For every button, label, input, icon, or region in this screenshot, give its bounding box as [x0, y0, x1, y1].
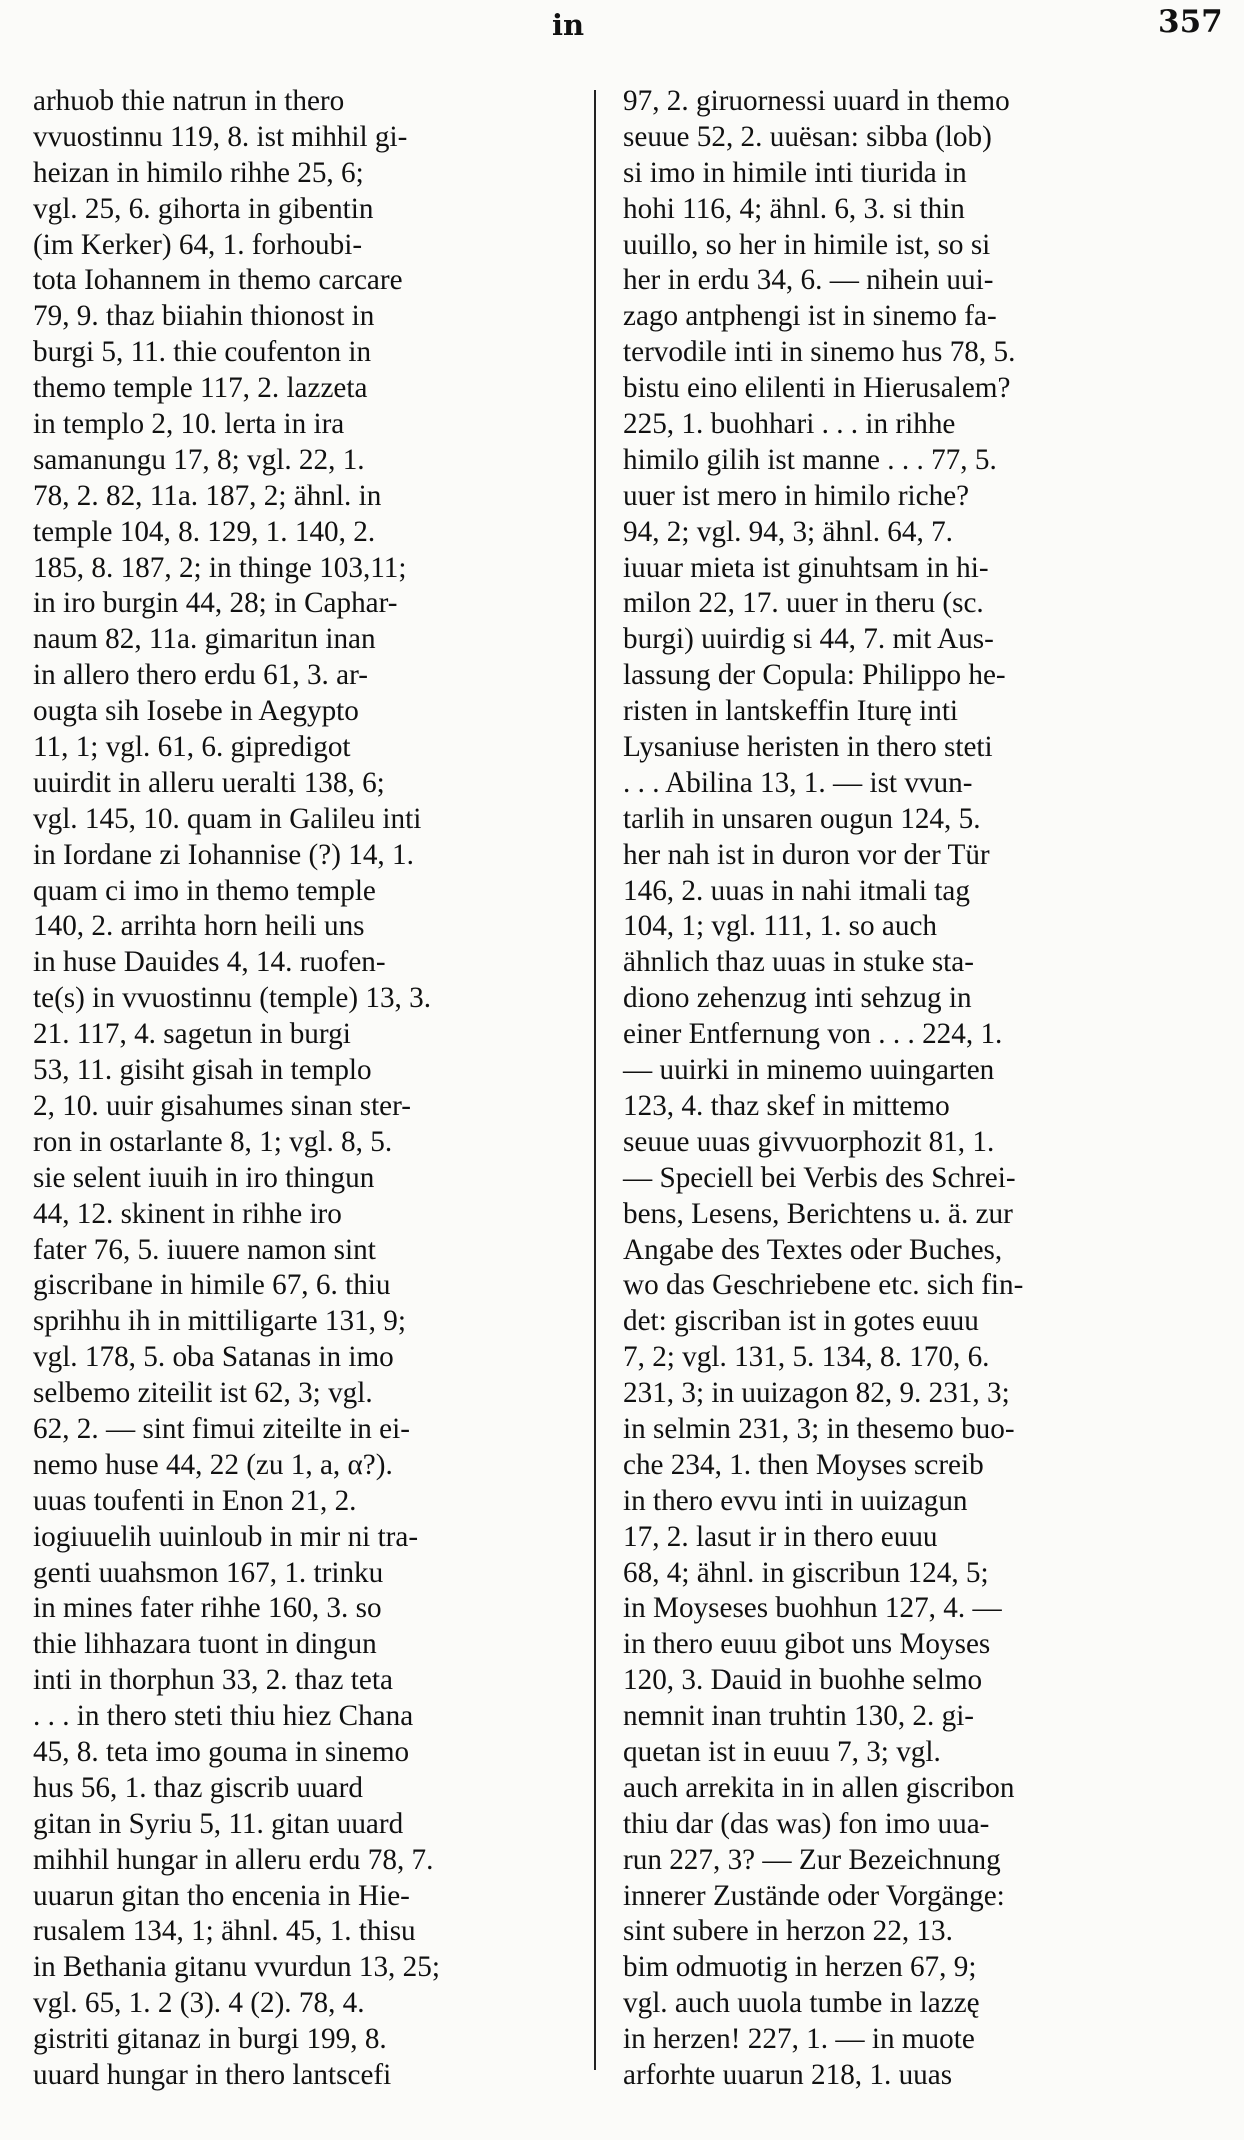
text-line: innerer Zustände oder Vorgänge: [623, 1879, 1005, 1912]
text-line: . . . in thero steti thiu hiez Chana [33, 1700, 414, 1733]
text-line: vvuostinnu 119, 8. ist mihhil gi- [33, 120, 408, 153]
text-line: thiu dar (das was) fon imo uua- [623, 1807, 990, 1840]
text-line: bistu eino elilenti in Hierusalem? [623, 372, 1011, 405]
text-line: gitan in Syriu 5, 11. gitan uuard [33, 1807, 404, 1840]
text-line: her nah ist in duron vor der Tür [623, 838, 990, 871]
text-line: quam ci imo in themo temple [33, 874, 376, 907]
text-line: sie selent iuuih in iro thingun [33, 1161, 375, 1194]
text-line: 62, 2. — sint fimui ziteilte in ei- [33, 1412, 410, 1445]
text-line: quetan ist in euuu 7, 3; vgl. [623, 1735, 941, 1768]
text-line: uuirdit in alleru ueralti 138, 6; [33, 766, 385, 799]
text-line: uuarun gitan tho encenia in Hie- [33, 1879, 410, 1912]
text-line: einer Entfernung von . . . 224, 1. [623, 1018, 1003, 1051]
page-number: 357 [1158, 4, 1223, 40]
text-line: uuard hungar in thero lantscefi [33, 2058, 392, 2091]
text-line: her in erdu 34, 6. — nihein uui- [623, 264, 994, 297]
text-line: tervodile inti in sinemo hus 78, 5. [623, 336, 1016, 369]
text-line: 225, 1. buohhari . . . in rihhe [623, 408, 956, 441]
text-line: giscribane in himile 67, 6. thiu [33, 1269, 391, 1302]
text-line: fater 76, 5. iuuere namon sint [33, 1233, 376, 1266]
text-line: che 234, 1. then Moyses screib [623, 1448, 984, 1481]
text-line: hus 56, 1. thaz giscrib uuard [33, 1771, 363, 1804]
text-line: 120, 3. Dauid in buohhe selmo [623, 1664, 983, 1697]
text-line: genti uuahsmon 167, 1. trinku [33, 1556, 384, 1589]
column-divider [594, 90, 596, 2070]
text-line: vgl. 145, 10. quam in Galileu inti [33, 802, 422, 835]
text-line: Lysaniuse heristen in thero steti [623, 731, 993, 764]
text-line: burgi 5, 11. thie coufenton in [33, 336, 372, 369]
text-line: 231, 3; in uuizagon 82, 9. 231, 3; [623, 1377, 1010, 1410]
text-line: in allero thero erdu 61, 3. ar- [33, 659, 368, 692]
text-line: in huse Dauides 4, 14. ruofen- [33, 946, 386, 979]
text-line: det: giscriban ist in gotes euuu [623, 1305, 979, 1338]
text-line: sprihhu ih in mittiligarte 131, 9; [33, 1305, 406, 1338]
text-line: rusalem 134, 1; ähnl. 45, 1. thisu [33, 1915, 416, 1948]
text-line: naum 82, 11a. gimaritun inan [33, 623, 376, 656]
text-line: gistriti gitanaz in burgi 199, 8. [33, 2023, 387, 2056]
text-line: 21. 117, 4. sagetun in burgi [33, 1018, 351, 1051]
text-line: ähnlich thaz uuas in stuke sta- [623, 946, 974, 979]
text-line: temple 104, 8. 129, 1. 140, 2. [33, 515, 376, 548]
text-line: . . . Abilina 13, 1. — ist vvun- [623, 766, 973, 799]
text-line: vgl. auch uuola tumbe in lazzę [623, 1987, 980, 2020]
text-line: 79, 9. thaz biiahin thionost in [33, 300, 375, 333]
text-line: in mines fater rihhe 160, 3. so [33, 1592, 382, 1625]
text-line: run 227, 3? — Zur Bezeichnung [623, 1843, 1001, 1876]
text-line: sint subere in herzon 22, 13. [623, 1915, 953, 1948]
text-line: in thero evvu inti in uuizagun [623, 1484, 968, 1517]
right-text-column [623, 84, 1143, 2094]
text-line: burgi) uuirdig si 44, 7. mit Aus- [623, 623, 994, 656]
text-line: (im Kerker) 64, 1. forhoubi- [33, 228, 363, 261]
text-line: heizan in himilo rihhe 25, 6; [33, 156, 364, 189]
text-line: uuillo, so her in himile ist, so si [623, 228, 991, 261]
text-line: 104, 1; vgl. 111, 1. so auch [623, 910, 938, 943]
text-line: in herzen! 227, 1. — in muote [623, 2023, 975, 2056]
text-line: vgl. 178, 5. oba Satanas in imo [33, 1341, 394, 1374]
text-line: arforhte uuarun 218, 1. uuas [623, 2058, 953, 2091]
text-line: wo das Geschriebene etc. sich fin- [623, 1269, 1024, 1302]
text-line: in Moyseses buohhun 127, 4. — [623, 1592, 1002, 1625]
text-line: themo temple 117, 2. lazzeta [33, 372, 368, 405]
text-line: hohi 116, 4; ähnl. 6, 3. si thin [623, 192, 965, 225]
left-text-column [33, 84, 565, 2094]
text-line: in selmin 231, 3; in thesemo buo- [623, 1412, 1015, 1445]
text-line: 78, 2. 82, 11a. 187, 2; ähnl. in [33, 479, 382, 512]
text-line: 53, 11. gisiht gisah in templo [33, 1054, 372, 1087]
text-line: bim odmuotig in herzen 67, 9; [623, 1951, 977, 1984]
text-line: iogiuuelih uuinloub in mir ni tra- [33, 1520, 419, 1553]
text-line: in thero euuu gibot uns Moyses [623, 1628, 991, 1661]
text-line: diono zehenzug inti sehzug in [623, 982, 972, 1015]
text-line: — Speciell bei Verbis des Schrei- [623, 1161, 1016, 1194]
text-line: tarlih in unsaren ougun 124, 5. [623, 802, 981, 835]
text-line: 94, 2; vgl. 94, 3; ähnl. 64, 7. [623, 515, 953, 548]
text-line: arhuob thie natrun in thero [33, 85, 345, 117]
text-line: risten in lantskeffin Iturę inti [623, 695, 959, 728]
text-line: in Bethania gitanu vvurdun 13, 25; [33, 1951, 440, 1984]
text-line: seuue uuas givvuorphozit 81, 1. [623, 1125, 995, 1158]
text-line: uuas toufenti in Enon 21, 2. [33, 1484, 357, 1517]
text-line: 146, 2. uuas in nahi itmali tag [623, 874, 970, 907]
text-line: 97, 2. giruornessi uuard in themo [623, 85, 1010, 117]
text-line: Angabe des Textes oder Buches, [623, 1233, 1003, 1266]
text-line: in templo 2, 10. lerta in ira [33, 408, 345, 441]
text-line: nemo huse 44, 22 (zu 1, a, α?). [33, 1448, 393, 1481]
text-line: 68, 4; ähnl. in giscribun 124, 5; [623, 1556, 989, 1589]
text-line: zago antphengi ist in sinemo fa- [623, 300, 997, 333]
text-line: auch arrekita in in allen giscribon [623, 1771, 1015, 1804]
text-line: mihhil hungar in alleru erdu 78, 7. [33, 1843, 434, 1876]
text-line: nemnit inan truhtin 130, 2. gi- [623, 1700, 975, 1733]
text-line: ougta sih Iosebe in Aegypto [33, 695, 359, 728]
text-line: himilo gilih ist manne . . . 77, 5. [623, 443, 997, 476]
text-line: 2, 10. uuir gisahumes sinan ster- [33, 1089, 411, 1122]
text-line: in Iordane zi Iohannise (?) 14, 1. [33, 838, 414, 871]
running-head-word: in [552, 8, 585, 42]
text-line: te(s) in vvuostinnu (temple) 13, 3. [33, 982, 432, 1015]
text-line: vgl. 25, 6. gihorta in gibentin [33, 192, 374, 225]
text-line: 17, 2. lasut ir in thero euuu [623, 1520, 938, 1553]
text-line: 123, 4. thaz skef in mittemo [623, 1089, 950, 1122]
text-line: — uuirki in minemo uuingarten [623, 1054, 995, 1087]
text-line: tota Iohannem in themo carcare [33, 264, 403, 297]
text-line: in iro burgin 44, 28; in Caphar- [33, 587, 398, 620]
text-line: vgl. 65, 1. 2 (3). 4 (2). 78, 4. [33, 1987, 365, 2020]
text-line: si imo in himile inti tiurida in [623, 156, 967, 189]
text-line: 7, 2; vgl. 131, 5. 134, 8. 170, 6. [623, 1341, 990, 1374]
text-line: samanungu 17, 8; vgl. 22, 1. [33, 443, 365, 476]
text-line: 45, 8. teta imo gouma in sinemo [33, 1735, 410, 1768]
text-line: iuuar mieta ist ginuhtsam in hi- [623, 551, 989, 584]
text-line: uuer ist mero in himilo riche? [623, 479, 970, 512]
text-line: 11, 1; vgl. 61, 6. gipredigot [33, 731, 351, 764]
text-line: thie lihhazara tuont in dingun [33, 1628, 377, 1661]
text-line: lassung der Copula: Philippo he- [623, 659, 1006, 692]
text-line: 44, 12. skinent in rihhe iro [33, 1197, 342, 1230]
text-line: seuue 52, 2. uuësan: sibba (lob) [623, 120, 992, 153]
text-line: ron in ostarlante 8, 1; vgl. 8, 5. [33, 1125, 393, 1158]
text-line: bens, Lesens, Berichtens u. ä. zur [623, 1197, 1013, 1230]
text-line: 140, 2. arrihta horn heili uns [33, 910, 365, 943]
text-line: inti in thorphun 33, 2. thaz teta [33, 1664, 393, 1697]
text-line: 185, 8. 187, 2; in thinge 103,11; [33, 551, 407, 584]
text-line: selbemo ziteilit ist 62, 3; vgl. [33, 1377, 373, 1410]
text-line: milon 22, 17. uuer in theru (sc. [623, 587, 984, 620]
